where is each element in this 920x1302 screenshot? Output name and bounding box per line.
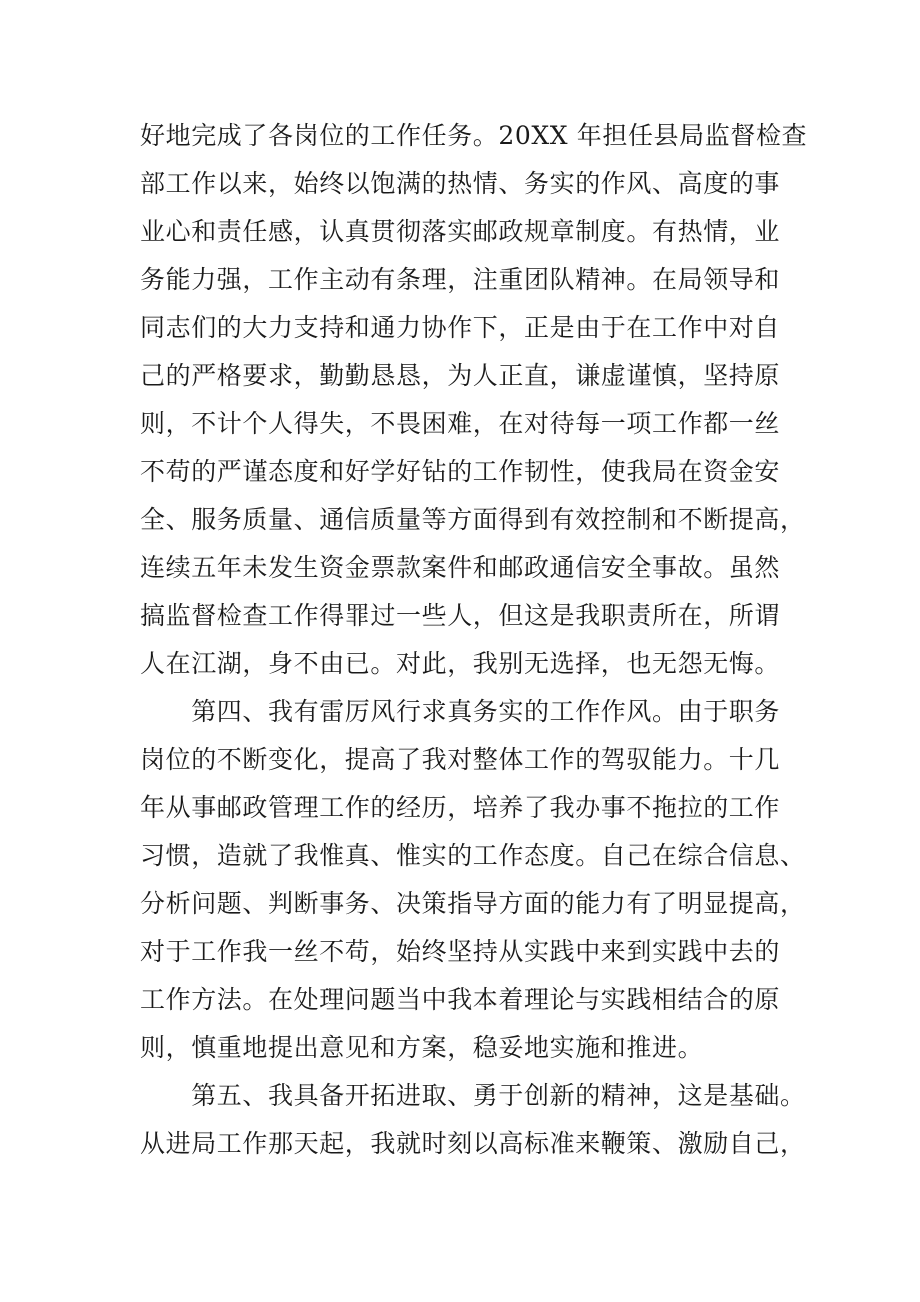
text-line: 习惯，造就了我惟真、惟实的工作态度。自己在综合信息、 bbox=[140, 841, 806, 870]
text-line: 则，慎重地提出意见和方案，稳妥地实施和推进。 bbox=[140, 1033, 704, 1062]
text-line: 分析问题、判断事务、决策指导方面的能力有了明显提高， bbox=[140, 889, 806, 918]
text-line: 不苟的严谨态度和好学好钻的工作韧性，使我局在资金安 bbox=[140, 457, 781, 486]
text-line: 好地完成了各岗位的工作任务。20XX 年担任县局监督检查 bbox=[140, 121, 808, 150]
text-line: 从进局工作那天起，我就时刻以高标准来鞭策、激励自己， bbox=[140, 1129, 806, 1158]
text-line: 对于工作我一丝不苟，始终坚持从实践中来到实践中去的 bbox=[140, 937, 781, 966]
text-line: 业心和责任感，认真贯彻落实邮政规章制度。有热情，业 bbox=[140, 217, 781, 246]
text-line: 己的严格要求，勤勤恳恳，为人正直，谦虚谨慎，坚持原 bbox=[140, 361, 781, 390]
text-line: 务能力强，工作主动有条理，注重团队精神。在局领导和 bbox=[140, 265, 781, 294]
text-line: 工作方法。在处理问题当中我本着理论与实践相结合的原 bbox=[140, 985, 781, 1014]
text-line: 连续五年未发生资金票款案件和邮政通信安全事故。虽然 bbox=[140, 553, 781, 582]
paragraph-start-line: 第五、我具备开拓进取、勇于创新的精神，这是基础。 bbox=[140, 1081, 806, 1110]
text-line: 岗位的不断变化，提高了我对整体工作的驾驭能力。十几 bbox=[140, 745, 781, 774]
paragraph-start-line: 第四、我有雷厉风行求真务实的工作作风。由于职务 bbox=[140, 697, 781, 726]
text-line: 同志们的大力支持和通力协作下，正是由于在工作中对自 bbox=[140, 313, 781, 342]
text-line: 搞监督检查工作得罪过一些人，但这是我职责所在，所谓 bbox=[140, 601, 781, 630]
text-line: 全、服务质量、通信质量等方面得到有效控制和不断提高， bbox=[140, 505, 806, 534]
text-line: 则，不计个人得失，不畏困难，在对待每一项工作都一丝 bbox=[140, 409, 781, 438]
text-line: 部工作以来，始终以饱满的热情、务实的作风、高度的事 bbox=[140, 169, 781, 198]
text-line: 年从事邮政管理工作的经历，培养了我办事不拖拉的工作 bbox=[140, 793, 781, 822]
text-line: 人在江湖，身不由已。对此，我别无选择，也无怨无悔。 bbox=[140, 649, 781, 678]
body-text bbox=[140, 112, 808, 1168]
